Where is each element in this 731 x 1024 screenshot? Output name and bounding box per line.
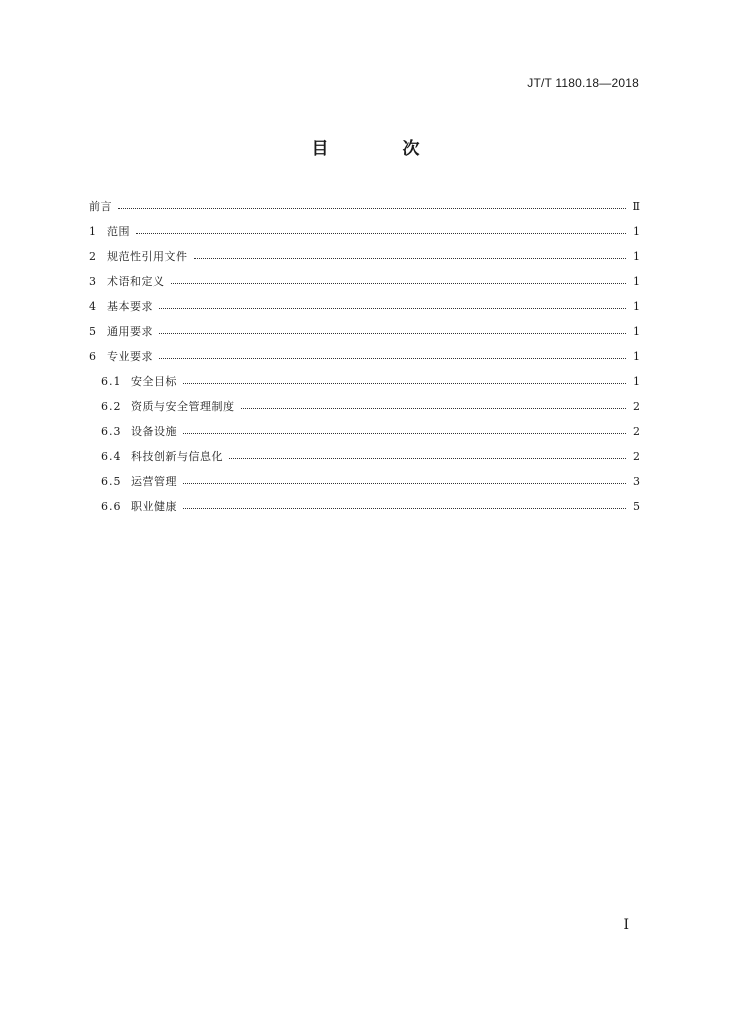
toc-dot-leader [118,208,626,209]
table-of-contents [89,194,640,519]
toc-entry[interactable] [89,194,640,219]
toc-entry-page: Ⅱ [632,199,640,213]
toc-entry[interactable] [89,269,640,294]
toc-entry[interactable] [89,244,640,269]
toc-entry-page: 2 [633,449,640,463]
toc-entry-page: 1 [633,299,640,313]
toc-dot-leader [229,458,626,459]
toc-dot-leader [159,333,626,334]
toc-dot-leader [159,308,626,309]
toc-dot-leader [183,383,626,384]
toc-entry-number: 6.2 [101,399,122,413]
toc-entry-number: 6.4 [101,449,122,463]
toc-entry[interactable] [89,394,640,419]
toc-entry-page: 1 [633,349,640,363]
toc-entry-title: 资质与安全管理制度 [131,399,235,413]
toc-entry-title: 规范性引用文件 [107,249,188,263]
toc-entry[interactable] [89,319,640,344]
toc-entry-number: 1 [89,224,96,238]
toc-entry-number: 3 [89,274,96,288]
toc-entry[interactable] [89,494,640,519]
toc-entry-title: 基本要求 [107,299,153,313]
toc-entry-page: 2 [633,399,640,413]
toc-entry[interactable] [89,344,640,369]
toc-entry-title: 专业要求 [107,349,153,363]
toc-entry-number: 6.6 [101,499,122,513]
toc-entry[interactable] [89,294,640,319]
toc-entry-page: 1 [633,324,640,338]
toc-entry-number: 6.3 [101,424,122,438]
toc-entry-number: 5 [89,324,96,338]
standard-code: JT/T 1180.18—2018 [527,76,639,90]
toc-entry-title: 通用要求 [107,324,153,338]
toc-dot-leader [159,358,626,359]
toc-entry-page: 1 [633,374,640,388]
toc-entry[interactable] [89,369,640,394]
toc-title: 目 次 [311,139,454,159]
toc-entry-title: 前言 [89,199,112,213]
toc-entry-title: 设备设施 [131,424,177,438]
toc-entry-number: 6.1 [101,374,122,388]
toc-entry-title: 范围 [107,224,130,238]
toc-entry-page: 1 [633,274,640,288]
toc-entry[interactable] [89,219,640,244]
toc-dot-leader [241,408,627,409]
toc-entry-title: 术语和定义 [107,274,165,288]
toc-dot-leader [183,433,626,434]
toc-entry[interactable] [89,469,640,494]
toc-entry-page: 1 [633,249,640,263]
toc-entry-number: 6.5 [101,474,122,488]
toc-entry-title: 安全目标 [131,374,177,388]
toc-entry-page: 5 [633,499,640,513]
toc-entry-title: 职业健康 [131,499,177,513]
toc-entry[interactable] [89,444,640,469]
toc-dot-leader [194,258,627,259]
toc-entry-page: 2 [633,424,640,438]
toc-entry-title: 运营管理 [131,474,177,488]
toc-dot-leader [183,483,626,484]
toc-entry-page: 1 [633,224,640,238]
page-number: Ⅰ [623,917,629,933]
toc-entry-number: 4 [89,299,96,313]
toc-entry-number: 2 [89,249,96,263]
toc-entry-page: 3 [633,474,640,488]
toc-entry-number: 6 [89,349,96,363]
toc-dot-leader [171,283,627,284]
toc-dot-leader [136,233,626,234]
toc-entry[interactable] [89,419,640,444]
toc-entry-title: 科技创新与信息化 [131,449,223,463]
toc-dot-leader [183,508,626,509]
